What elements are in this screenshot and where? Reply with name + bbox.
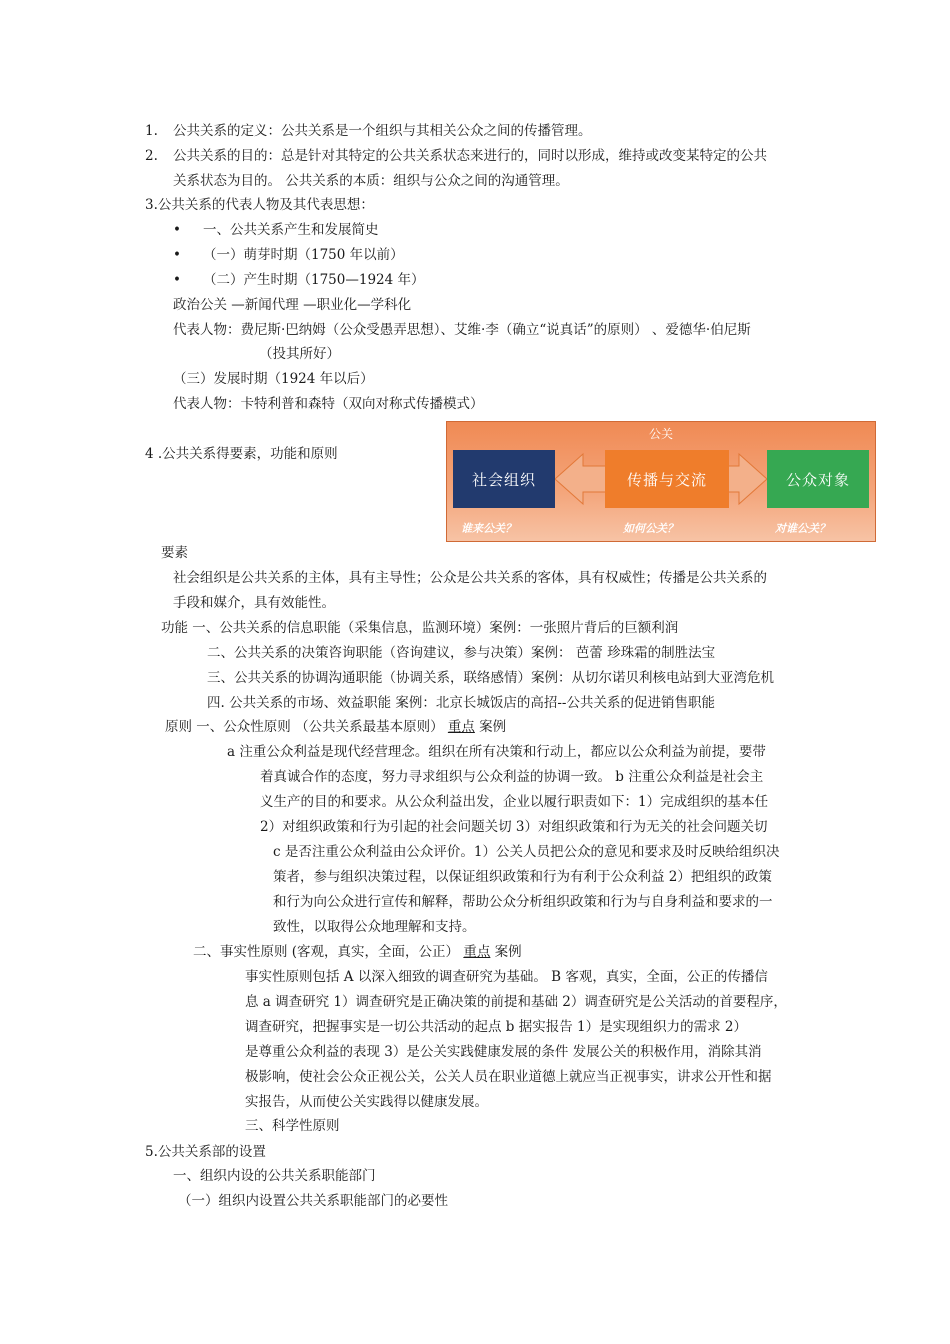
question-pr-to-whom: 对谁公关？ [775, 522, 830, 535]
subsection-heading: 一、组织内设的公共关系职能部门 [173, 1168, 376, 1184]
principle-2-text: 调查研究，把握事实是一切公共活动的起点 b 据实报告 1）是实现组织力的需求 2） [245, 1019, 747, 1035]
principle-2-heading [193, 942, 522, 962]
section-3-heading: 3.公共关系的代表人物及其代表思想： [145, 197, 374, 213]
period-1: （一）萌芽时期（1750 年以前） [203, 247, 404, 263]
period-2: （二）产生时期（1750—1924 年） [203, 272, 425, 288]
principle-3-heading: 三、科学性原则 [245, 1118, 340, 1134]
communication-box: 传播与交流 [605, 450, 729, 508]
history-heading: 一、公共关系产生和发展简史 [203, 222, 379, 238]
principle-2-text: 实报告，从而使公关实践得以健康发展。 [245, 1094, 488, 1110]
bullet: • [173, 222, 181, 238]
principle-2-text: 事实性原则包括 A 以深入细致的调查研究为基础。 B 客观，真实，全面，公正的传播信 [245, 969, 768, 985]
elements-label: 要素 [161, 545, 188, 561]
principle-1-text: 致性，以取得公众地理解和支持。 [273, 919, 476, 935]
elements-text: 社会组织是公共关系的主体，具有主导性；公众是公共关系的客体，具有权威性；传播是公共关系的 [173, 570, 767, 586]
key-point-label: 重点 [463, 944, 491, 960]
case-label: 案例 [474, 719, 507, 735]
principle-1-text: 义生产的目的和要求。从公众利益出发，企业以履行职责如下：1）完成组织的基本任 [260, 794, 769, 810]
principle-1-text: 2）对组织政策和行为引起的社会问题关切 3）对组织政策和行为无关的社会问题关切 [260, 819, 768, 835]
principle-1-text: a 注重公众利益是现代经营理念。组织在所有决策和行动上，都应以公众利益为前提，要带 [227, 744, 766, 760]
principle-2-text: 极影响，使社会公众正视公关，公关人员在职业道德上就应当正视事实，讲求公开性和据 [245, 1069, 772, 1085]
principle-1-heading [165, 717, 506, 737]
principle-2-text: 是尊重公众利益的表现 3）是公关实践健康发展的条件 发展公关的积极作用，消除其消 [245, 1044, 762, 1060]
case-label: 案例 [490, 944, 522, 960]
function-4: 四. 公共关系的市场、效益职能 案例：北京长城饭店的高招--公共关系的促进销售职能 [207, 695, 715, 711]
evolution-line: 政治公关 —新闻代理 —职业化—学科化 [173, 297, 412, 313]
function-3: 三、公共关系的协调沟通职能（协调关系，联络感情）案例：从切尔诺贝利核电站到大亚湾危机 [207, 670, 774, 686]
pr-elements-diagram [446, 421, 876, 542]
representatives-line: 代表人物：费尼斯·巴纳姆（公众受愚弄思想）、艾维·李（确立“说真话”的原则） 、爱德华·伯尼斯 [173, 322, 751, 338]
social-organization-box: 社会组织 [453, 450, 555, 508]
bullet: • [173, 247, 181, 263]
representatives-line-3: 代表人物：卡特利普和森特（双向对称式传播模式） [173, 396, 484, 412]
principle-1-text: c 是否注重公众利益由公众评价。1）公关人员把公众的意见和要求及时反映给组织决 [273, 844, 780, 860]
section-4-heading: 4 .公共关系得要素，功能和原则 [145, 446, 338, 462]
principle-1-text: 策者，参与组织决策过程，以保证组织政策和行为有利于公众利益 2）把组织的政策 [273, 869, 772, 885]
purpose-line-2: 关系状态为目的。 公共关系的本质：组织与公众之间的沟通管理。 [173, 173, 569, 189]
key-point-label: 重点 [447, 719, 475, 735]
period-3: （三）发展时期（1924 年以后） [173, 371, 374, 387]
list-number-2: 2. [145, 148, 158, 164]
principle-1-text: 着真诚合作的态度，努力寻求组织与公众利益的协调一致。 b 注重公众利益是社会主 [260, 769, 764, 785]
elements-text-2: 手段和媒介，具有效能性。 [173, 595, 335, 611]
principle-1-text: 和行为向公众进行宣传和解释，帮助公众分析组织政策和行为与自身利益和要求的一 [273, 894, 773, 910]
question-how-pr: 如何公关？ [623, 522, 678, 535]
principle-2-text: 息 a 调查研究 1）调查研究是正确决策的前提和基础 2）调查研究是公关活动的首要程序， [245, 994, 787, 1010]
diagram-header: 公关 [648, 427, 673, 441]
purpose-line: 公共关系的目的：总是针对其特定的公共关系状态来进行的，同时以形成，维持或改变某特定的公共 [173, 148, 767, 164]
question-who-does-pr: 谁来公关？ [461, 522, 516, 535]
definition-line: 公共关系的定义：公共关系是一个组织与其相关公众之间的传播管理。 [173, 123, 592, 139]
subsection-item: （一）组织内设置公共关系职能部门的必要性 [178, 1193, 448, 1209]
principle-2-title: 二、事实性原则 (客观，真实，全面，公正） [193, 944, 464, 960]
representatives-line-2: （投其所好） [259, 346, 340, 362]
function-2: 二、公共关系的决策咨询职能（咨询建议，参与决策）案例： 芭蕾 珍珠霜的制胜法宝 [207, 645, 716, 661]
public-object-box: 公众对象 [767, 450, 869, 508]
principle-1-title: 原则 一、公众性原则 （公共关系最基本原则） [165, 719, 448, 735]
section-5-heading: 5.公共关系部的设置 [145, 1144, 266, 1160]
function-1: 功能 一、公共关系的信息职能（采集信息，监测环境）案例：一张照片背后的巨额利润 [161, 620, 679, 636]
list-number-1: 1. [145, 123, 158, 139]
bullet: • [173, 272, 181, 288]
